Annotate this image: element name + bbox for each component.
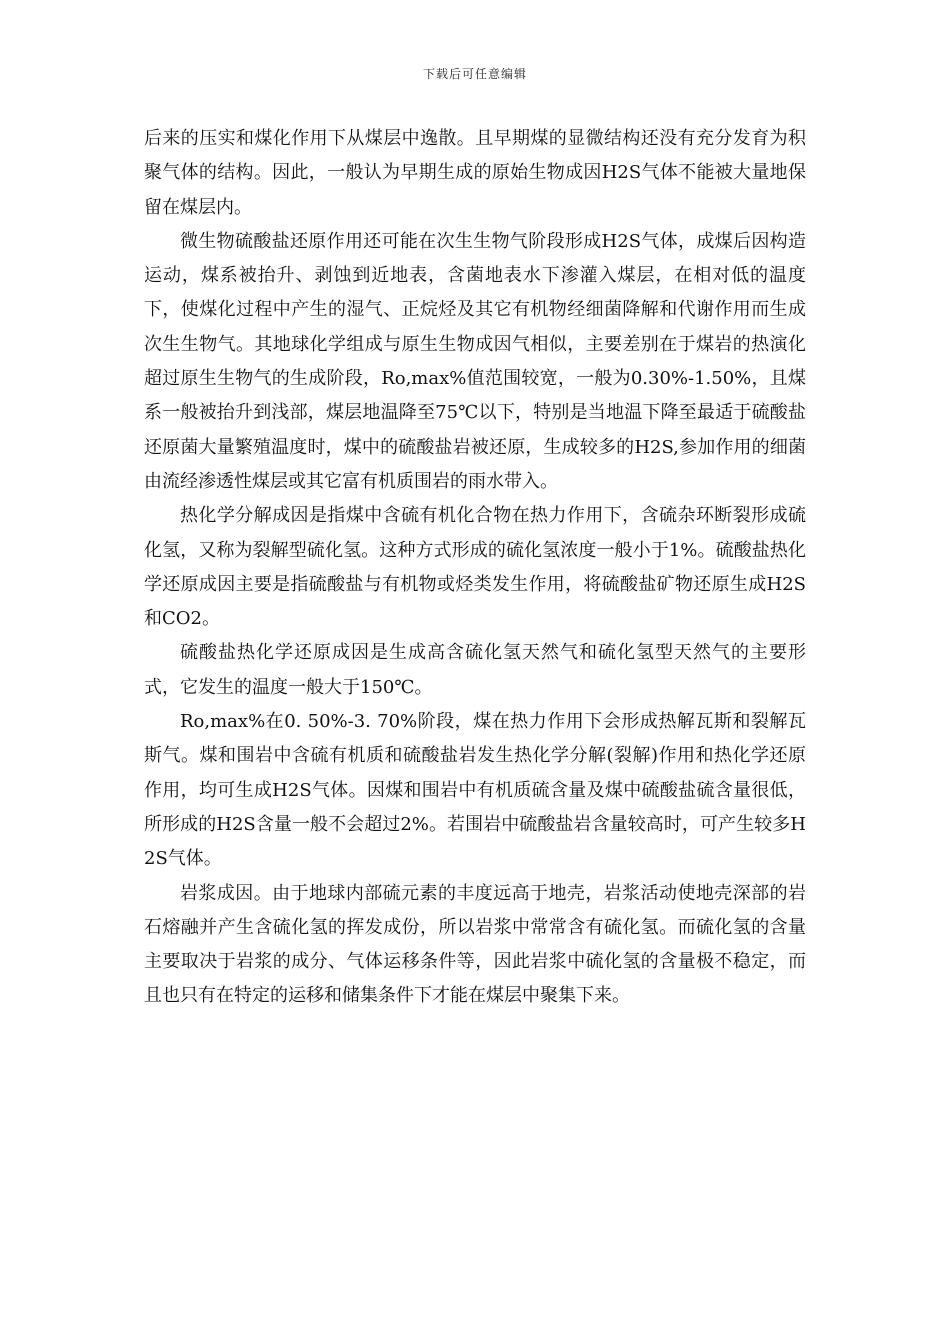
paragraph-thermochemical-decomposition: 热化学分解成因是指煤中含硫有机化合物在热力作用下，含硫杂环断裂形成硫化氢，又称为裂解型硫化氢。这种方式形成的硫化氢浓度一般小于1%。硫酸盐热化学还原成因主要是指硫酸盐与有机物或烃类发生作用，将硫酸盐矿物还原生成H2S和CO2。 xyxy=(144,505,806,630)
paragraph-microbial-reduction: 微生物硫酸盐还原作用还可能在次生生物气阶段形成H2S气体，成煤后因构造运动，煤系被抬升、剥蚀到近地表，含菌地表水下渗灌入煤层，在相对低的温度下，使煤化过程中产生的湿气、正烷烃及其它有机物经细菌降解和代谢作用而生成次生生物气。其地球化学组成与原生生物成因气相似，主要差别在于煤岩的热演化超过原生生物气的生成阶段，Ro,max%值范围较宽，一般为0.30%-1.50%，且煤系一般被抬升到浅部，煤层地温降至75℃以下，特别是当地温下降至最适于硫酸盐还原菌大量繁殖温度时，煤中的硫酸盐岩被还原，生成较多的H2S,参加作用的细菌由流经渗透性煤层或其它富有机质围岩的雨水带入。 xyxy=(144,230,806,492)
paragraph-continuation: 后来的压实和煤化作用下从煤层中逸散。且早期煤的显微结构还没有充分发育为积聚气体的结构。因此，一般认为早期生成的原始生物成因H2S气体不能被大量地保留在煤层内。 xyxy=(144,128,806,218)
paragraph-ro-max-stage: Ro,max%在0. 50%-3. 70%阶段，煤在热力作用下会形成热解瓦斯和裂解瓦斯气。煤和围岩中含硫有机质和硫酸盐岩发生热化学分解(裂解)作用和热化学还原作用，均可生成H2S气体。因煤和围岩中有机质硫含量及煤中硫酸盐硫含量很低，所形成的H2S含量一般不会超过2%。若围岩中硫酸盐岩含量较高时，可产生较多H2S气体。 xyxy=(144,711,806,870)
document-body xyxy=(144,122,806,1014)
paragraph-magmatic-origin: 岩浆成因。由于地球内部硫元素的丰度远高于地壳，岩浆活动使地壳深部的岩石熔融并产生含硫化氢的挥发成份，所以岩浆中常常含有硫化氢。而硫化氢的含量主要取决于岩浆的成分、气体运移条件等，因此岩浆中硫化氢的含量极不稳定，而且也只有在特定的运移和储集条件下才能在煤层中聚集下来。 xyxy=(144,882,806,1007)
page-header: 下载后可任意编辑 xyxy=(422,67,527,81)
paragraph-thermochemical-reduction: 硫酸盐热化学还原成因是生成高含硫化氢天然气和硫化氢型天然气的主要形式，它发生的温度一般大于150℃。 xyxy=(144,642,806,698)
